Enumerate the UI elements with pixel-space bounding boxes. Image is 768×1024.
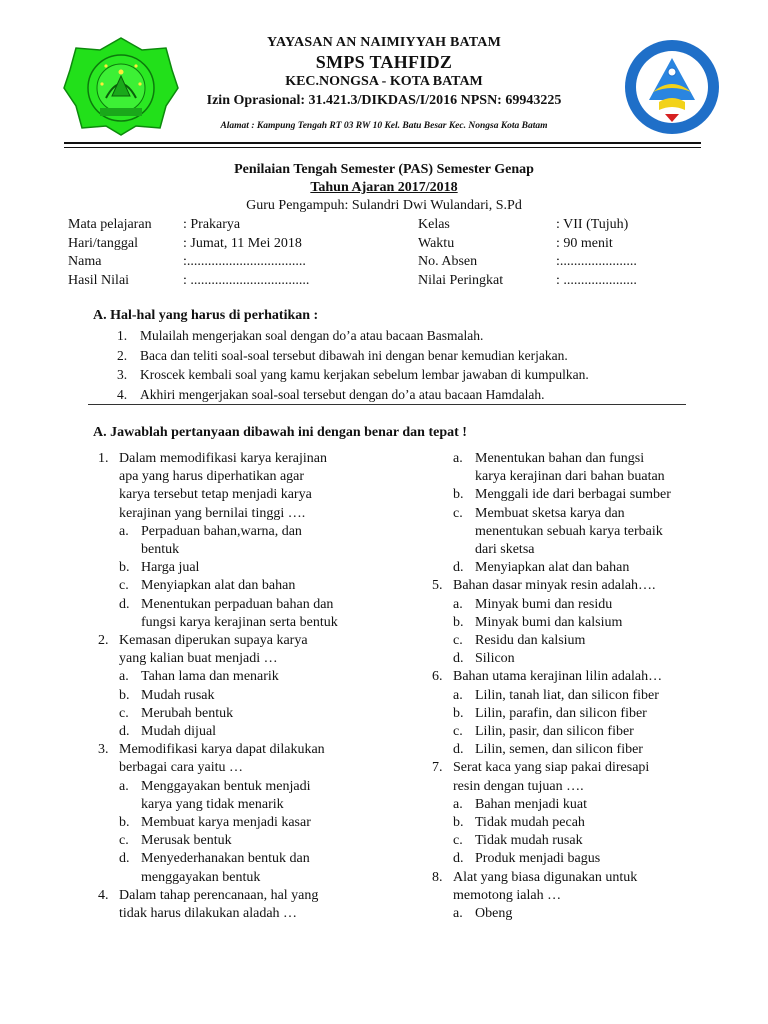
question-text: karya tersebut tetap menjadi karya — [119, 487, 312, 503]
option-letter: a. — [453, 596, 463, 612]
exam-year: Tahun Ajaran 2017/2018 — [310, 180, 458, 195]
option-text: Silicon — [475, 651, 515, 667]
question-text: berbagai cara yaitu … — [119, 760, 243, 776]
question-text: yang kalian buat menjadi … — [119, 651, 278, 667]
option-letter: b. — [453, 487, 464, 503]
info-label: Nama — [68, 254, 102, 269]
option-text: Minyak bumi dan residu — [475, 596, 613, 612]
notes-item-number: 1. — [117, 328, 128, 343]
question-text: Dalam memodifikasi karya kerajinan — [119, 451, 327, 466]
option-text: Menyederhanakan bentuk dan — [141, 851, 310, 867]
option-text: dari sketsa — [475, 542, 535, 557]
option-letter: b. — [453, 614, 464, 630]
option-letter: a. — [453, 906, 463, 921]
option-text: Menyiapkan alat dan bahan — [141, 578, 296, 594]
notes-divider — [88, 404, 686, 405]
district-line: KEC.NONGSA - KOTA BATAM — [285, 74, 483, 89]
option-letter: d. — [119, 851, 130, 867]
info-label: Nilai Peringkat — [418, 272, 504, 288]
option-letter: a. — [453, 451, 463, 466]
option-letter: b. — [453, 815, 464, 830]
info-label: Hari/tanggal — [68, 235, 138, 251]
option-text: menggayakan bentuk — [141, 869, 261, 885]
option-letter: b. — [119, 687, 130, 703]
questions-title: A. Jawablah pertanyaan dibawah ini dengan benar dan tepat ! — [93, 425, 467, 440]
info-value: :.................................. — [183, 254, 306, 269]
question-text: tidak harus dilakukan aladah … — [119, 906, 298, 921]
info-label: Mata pelajaran — [68, 217, 152, 232]
info-value: : VII (Tujuh) — [556, 217, 629, 232]
option-text: Tidak mudah rusak — [475, 833, 583, 849]
option-letter: c. — [119, 833, 129, 849]
questions-right-column — [432, 450, 732, 930]
question-text: kerajinan yang bernilai tinggi …. — [119, 505, 306, 521]
option-text: Minyak bumi dan kalsium — [475, 614, 623, 630]
option-text: Membuat sketsa karya dan — [475, 505, 625, 521]
notes-item-number: 2. — [117, 347, 128, 363]
notes-item-number: 4. — [117, 386, 128, 402]
permit-line: Izin Oprasional: 31.421.3/DIKDAS/I/2016 NPSN: 69943225 — [206, 93, 562, 108]
option-text: Lilin, parafin, dan silicon fiber — [475, 705, 647, 721]
header-rule-top — [64, 142, 701, 144]
option-text: Lilin, tanah liat, dan silicon fiber — [475, 687, 659, 703]
info-value: : 90 menit — [556, 235, 613, 251]
info-value: :...................... — [556, 254, 637, 269]
question-number: 3. — [98, 742, 109, 758]
question-text: Dalam tahap perencanaan, hal yang — [119, 887, 319, 903]
option-letter: b. — [453, 705, 464, 721]
option-letter: b. — [119, 560, 130, 576]
option-text: Tidak mudah pecah — [475, 815, 585, 830]
info-value: : Jumat, 11 Mei 2018 — [183, 235, 302, 251]
option-text: Harga jual — [141, 560, 200, 576]
option-letter: c. — [119, 578, 129, 594]
option-text: karya yang tidak menarik — [141, 796, 284, 812]
option-text: fungsi karya kerajinan serta bentuk — [141, 614, 338, 630]
option-letter: c. — [119, 705, 129, 721]
question-number: 1. — [98, 451, 109, 466]
option-text: Merusak bentuk — [141, 833, 232, 849]
option-text: menentukan sebuah karya terbaik — [475, 523, 663, 539]
option-letter: a. — [119, 669, 129, 685]
question-number: 6. — [432, 669, 443, 685]
option-letter: a. — [119, 778, 129, 794]
notes-item-text: Baca dan teliti soal-soal tersebut dibawah ini dengan benar kemudian kerjakan. — [140, 347, 568, 363]
option-text: Merubah bentuk — [141, 705, 234, 721]
info-label: Kelas — [418, 217, 450, 232]
question-text: Kemasan diperukan supaya karya — [119, 633, 308, 648]
option-letter: d. — [119, 596, 130, 612]
option-text: Menggali ide dari berbagai sumber — [475, 487, 671, 503]
question-text: Bahan utama kerajinan lilin adalah… — [453, 669, 663, 685]
header-rule-bottom — [64, 147, 701, 148]
info-label: No. Absen — [418, 254, 478, 269]
exam-teacher: Guru Pengampuh: Sulandri Dwi Wulandari, S.Pd — [246, 198, 522, 213]
option-letter: d. — [453, 560, 464, 576]
question-number: 7. — [432, 760, 443, 776]
address-line: Alamat : Kampung Tengah RT 03 RW 10 Kel. Batu Besar Kec. Nongsa Kota Batam — [220, 121, 548, 131]
notes-item-text: Akhiri mengerjakan soal-soal tersebut dengan do’a atau bacaan Hamdalah. — [140, 386, 545, 402]
option-text: Menggayakan bentuk menjadi — [141, 778, 311, 794]
option-text: Mudah dijual — [141, 724, 217, 739]
option-letter: d. — [453, 742, 464, 758]
option-text: Lilin, pasir, dan silicon fiber — [475, 724, 634, 739]
option-letter: c. — [453, 833, 463, 849]
question-text: Bahan dasar minyak resin adalah…. — [453, 578, 656, 594]
option-letter: c. — [453, 633, 463, 648]
questions-left-column — [98, 450, 428, 930]
exam-title: Penilaian Tengah Semester (PAS) Semester Genap — [234, 162, 534, 177]
option-letter: a. — [119, 523, 129, 539]
question-text: resin dengan tujuan …. — [453, 778, 584, 794]
option-letter: a. — [453, 687, 463, 703]
question-text: Alat yang biasa digunakan untuk — [453, 869, 638, 885]
question-text: memotong ialah … — [453, 887, 562, 903]
info-value: : .................................. — [183, 272, 310, 288]
option-text: Produk menjadi bagus — [475, 851, 601, 867]
option-text: Lilin, semen, dan silicon fiber — [475, 742, 643, 758]
option-letter: c. — [453, 724, 463, 739]
option-text: Obeng — [475, 906, 513, 921]
option-text: Tahan lama dan menarik — [141, 669, 279, 685]
notes-list — [0, 328, 768, 404]
option-letter: c. — [453, 505, 463, 521]
option-text: Mudah rusak — [141, 687, 215, 703]
question-text: Serat kaca yang siap pakai diresapi — [453, 760, 650, 776]
notes-item-text: Kroscek kembali soal yang kamu kerjakan sebelum lembar jawaban di kumpulkan. — [140, 367, 589, 382]
option-text: Menentukan bahan dan fungsi — [475, 451, 645, 466]
option-text: Bahan menjadi kuat — [475, 796, 587, 812]
school-name: SMPS TAHFIDZ — [315, 52, 453, 72]
option-letter: d. — [453, 851, 464, 867]
option-text: Menyiapkan alat dan bahan — [475, 560, 630, 576]
option-text: karya kerajinan dari bahan buatan — [475, 469, 665, 485]
option-letter: a. — [453, 796, 463, 812]
notes-item-number: 3. — [117, 367, 128, 382]
foundation-name: YAYASAN AN NAIMIYYAH BATAM — [266, 35, 502, 50]
info-value: : ..................... — [556, 272, 637, 288]
option-letter: d. — [453, 651, 464, 667]
info-label: Hasil Nilai — [68, 272, 130, 288]
option-text: Membuat karya menjadi kasar — [141, 815, 311, 830]
option-text: Residu dan kalsium — [475, 633, 586, 648]
info-value: : Prakarya — [183, 217, 241, 232]
option-text: bentuk — [141, 542, 180, 557]
notes-title: A. Hal-hal yang harus di perhatikan : — [93, 308, 319, 323]
option-text: Menentukan perpaduan bahan dan — [141, 596, 334, 612]
question-number: 5. — [432, 578, 443, 594]
question-number: 4. — [98, 887, 109, 903]
info-label: Waktu — [418, 235, 455, 251]
option-text: Perpaduan bahan,warna, dan — [141, 523, 302, 539]
question-number: 2. — [98, 633, 109, 648]
notes-item-text: Mulailah mengerjakan soal dengan do’a atau bacaan Basmalah. — [140, 328, 484, 343]
question-text: Memodifikasi karya dapat dilakukan — [119, 742, 325, 758]
question-number: 8. — [432, 869, 443, 885]
question-text: apa yang harus diperhatikan agar — [119, 469, 305, 485]
option-letter: b. — [119, 815, 130, 830]
option-letter: d. — [119, 724, 130, 739]
student-info-table — [0, 216, 768, 290]
